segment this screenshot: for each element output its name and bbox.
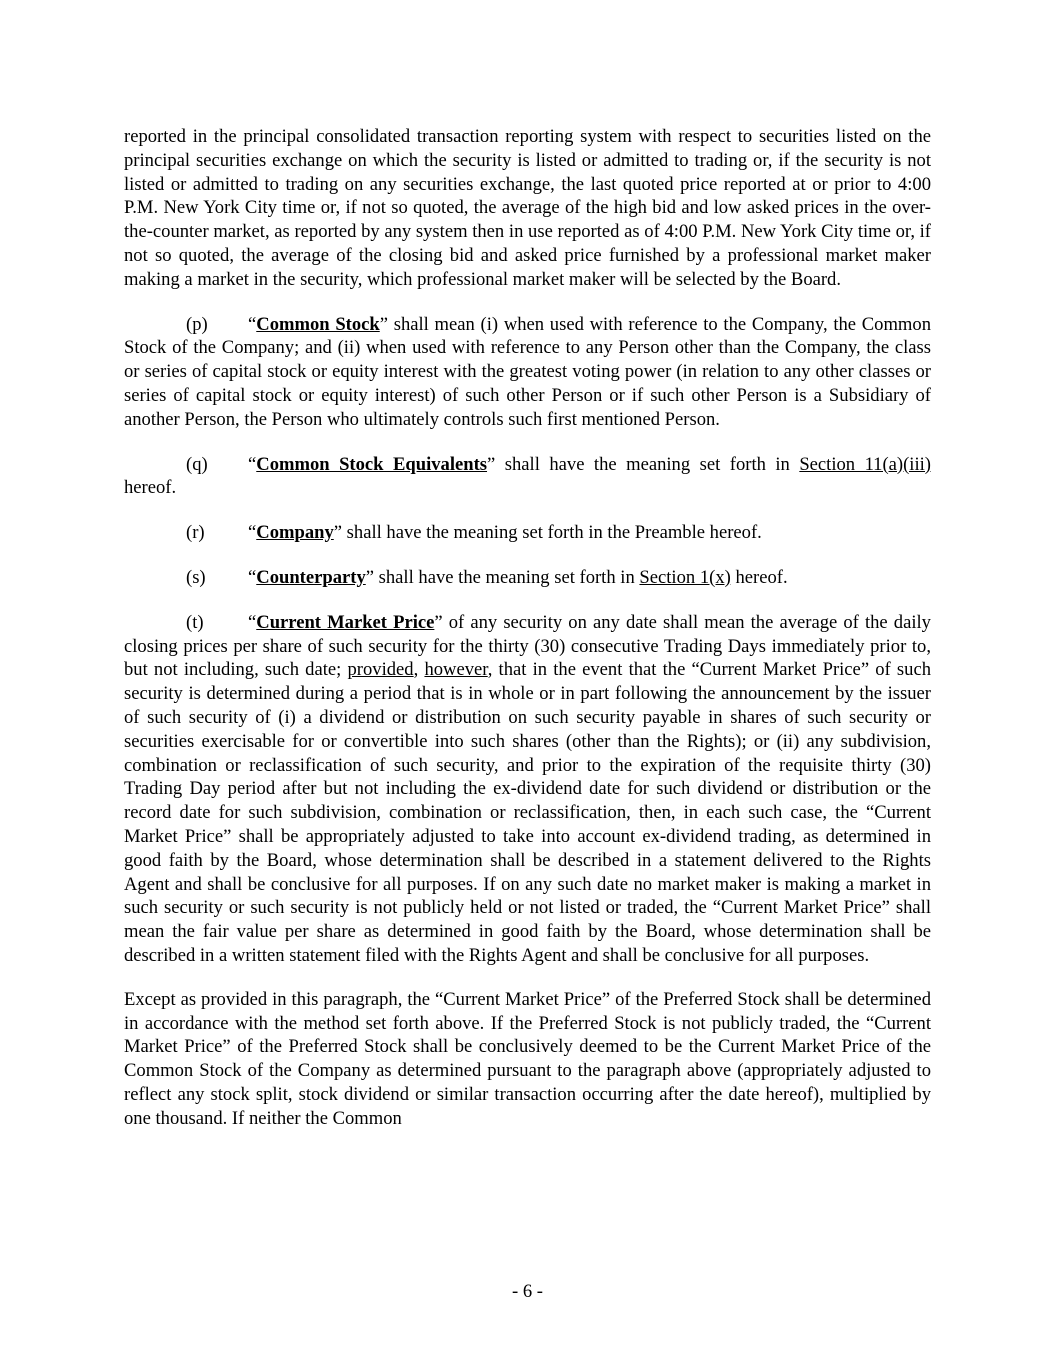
page-number: - 6 - [512, 1281, 543, 1302]
clause-number: (r) [186, 522, 205, 544]
definition-q [124, 453, 931, 501]
definition-text: ” shall have the meaning set forth in the Preamble hereof. [333, 522, 762, 544]
clause-number: (t) [186, 611, 204, 633]
definition-text: ” shall have the meaning set forth in [365, 566, 640, 588]
definition-r [124, 521, 931, 545]
definition-text-continued: , that in the event that the “Current Market Price” of such security is determined during a period that is in whole or in part following the announcement by the issuer of such security of (i) a dividend or distribution on such security payable in shares of such security or securities exercisable for or convertible into such shares (other than the Rights); or (ii) any subdivision, combination or reclassification of such security, and prior to the expiration of the requisite thirty (30) Trading Day period after but not including the ex-dividend date for such dividend or distribution or the record date for such subdivision, combination or reclassification, then, in each such case, the “Current Market Price” shall be appropriately adjusted to take into account ex-dividend trading, as determined in good faith by the Board, whose determination shall be described in a statement delivered to the Rights Agent and shall be conclusive for all purposes. If on any such date no market maker is making a market in such security or such security is not publicly held or not listed or traded, the “Current Market Price” shall mean the fair value per share as determined in good faith by the Board, whose determination shall be described in a written statement filed with the Rights Agent and shall be conclusive for all purposes. [124, 659, 931, 966]
open-quote: “ [248, 453, 257, 475]
defined-term: Current Market Price [256, 611, 435, 633]
definition-t [124, 611, 931, 968]
open-quote: “ [248, 522, 257, 544]
defined-term: Common Stock Equivalents [256, 453, 488, 475]
document-page [124, 125, 931, 1130]
however-word: however [424, 659, 488, 681]
comma: , [413, 659, 425, 681]
definition-s [124, 566, 931, 590]
provided-word: provided [347, 659, 414, 681]
open-quote: “ [248, 313, 257, 335]
intro-paragraph: reported in the principal consolidated transaction reporting system with respect to securities listed on the principal securities exchange on which the security is listed or admitted to trading or, if the security is not listed or admitted to trading on any securities exchange, the last quoted price reported at or prior to 4:00 P.M. New York City time or, if not so quoted, the average of the high bid and low asked prices in the over-the-counter market, as reported by any system then in use reported as of 4:00 P.M. New York City time or, if not so quoted, the average of the closing bid and asked price furnished by a professional market maker making a market in the security, which professional market maker will be selected by the Board. [124, 126, 931, 290]
clause-number: (p) [186, 313, 208, 335]
open-quote: “ [248, 611, 257, 633]
closing-paragraph: Except as provided in this paragraph, the “Current Market Price” of the Preferred Stock shall be determined in accordance with the method set forth above. If the Preferred Stock is not publicly traded, the “Current Market Price” of the Preferred Stock shall be conclusively deemed to be the Current Market Price of the Common Stock of the Company as determined pursuant to the paragraph above (appropriately adjusted to reflect any stock split, stock dividend or similar transaction occurring after the date hereof), multiplied by one thousand. If neither the Common [124, 988, 931, 1129]
defined-term: Company [256, 522, 334, 544]
definition-tail: hereof. [124, 477, 177, 499]
definition-text: ” of any security on any date shall mean the average of the daily closing prices per share of such security for the thirty (30) consecutive Trading Days immediately prior to, but not including, such date; [124, 611, 931, 681]
section-reference: Section 11(a)(iii) [799, 453, 931, 475]
clause-number: (q) [186, 453, 208, 475]
definition-text: ” shall mean (i) when used with reference to the Company, the Common Stock of the Company; and (ii) when used with reference to any Person other than the Company, the class or series of capital stock or equity interest with the greatest voting power (in relation to any other classes or series of capital stock or equity interest) of such other Person or if such other Person is a Subsidiary of another Person, the Person who ultimately controls such first mentioned Person. [124, 313, 931, 430]
definition-text: ” shall have the meaning set forth in [487, 453, 800, 475]
open-quote: “ [248, 566, 257, 588]
section-reference: Section 1(x) [639, 566, 731, 588]
clause-number: (s) [186, 566, 206, 588]
definition-p [124, 313, 931, 432]
definition-tail: hereof. [730, 566, 788, 588]
defined-term: Counterparty [256, 566, 366, 588]
defined-term: Common Stock [256, 313, 380, 335]
